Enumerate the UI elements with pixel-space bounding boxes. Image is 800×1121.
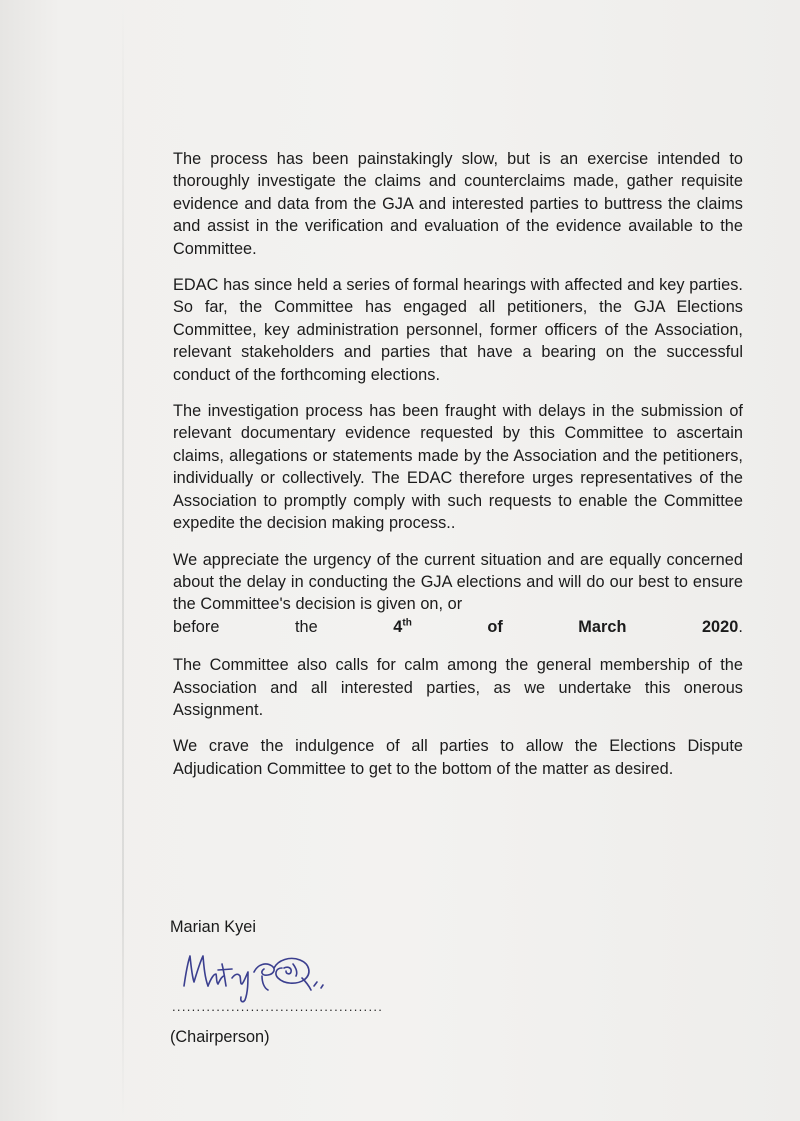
signature-dotted-line: ........................................... — [172, 999, 384, 1014]
paragraph-indulgence: We crave the indulgence of all parties to allow the Elections Dispute Adjudication Committee to get to the bottom of the matter as desired. — [173, 737, 743, 778]
date-month: March — [578, 617, 627, 636]
paragraph-urgency-text: We appreciate the urgency of the current situation and are equally concerned about the delay in conducting the GJA elections and will do our best to ensure the Committee's decision is given on, or — [173, 550, 743, 614]
signer-role: (Chairperson) — [170, 1028, 270, 1046]
date-period: . — [738, 617, 743, 636]
paragraph-hearings: EDAC has since held a series of formal hearings with affected and key parties. So far, the Committee has engaged all petitioners, the GJA Elections Committee, key administration personnel, former officers of the Association, relevant stakeholders and parties that have a bearing on the successful conduct of the forthcoming elections. — [173, 276, 743, 384]
date-word-before: before — [173, 617, 220, 636]
date-word-the: the — [294, 617, 318, 636]
handwritten-signature — [178, 942, 368, 1006]
date-year: 2020 — [701, 617, 739, 636]
paragraph-process: The process has been painstakingly slow, but is an exercise intended to thoroughly investigate the claims and counterclaims made, gather requisite evidence and data from the GJA and interested parties to buttress the claims and assist in the verification and evaluation of the evidence available to the Committee. — [173, 150, 743, 258]
paragraph-delays: The investigation process has been fraught with delays in the submission of relevant documentary evidence requested by this Committee to ascertain claims, allegations or statements made by the Association and the petitioners, individually or collectively. The EDAC therefore urges representatives of the Association to promptly comply with such requests to enable the Committee expedite the decision making process.. — [173, 402, 743, 533]
paper-fold-shadow — [122, 0, 124, 1121]
date-day — [393, 616, 412, 638]
deadline-date-line — [173, 616, 743, 638]
date-day-number: 4 — [393, 617, 403, 636]
date-day-suffix: th — [402, 617, 412, 629]
signer-name: Marian Kyei — [170, 918, 256, 936]
letter-body — [173, 148, 743, 794]
date-word-of: of — [487, 617, 503, 636]
paragraph-urgency — [173, 549, 743, 639]
date-year-group — [702, 616, 743, 638]
paragraph-calm: The Committee also calls for calm among the general membership of the Association and all interested parties, as we undertake this onerous Assignment. — [173, 656, 743, 719]
